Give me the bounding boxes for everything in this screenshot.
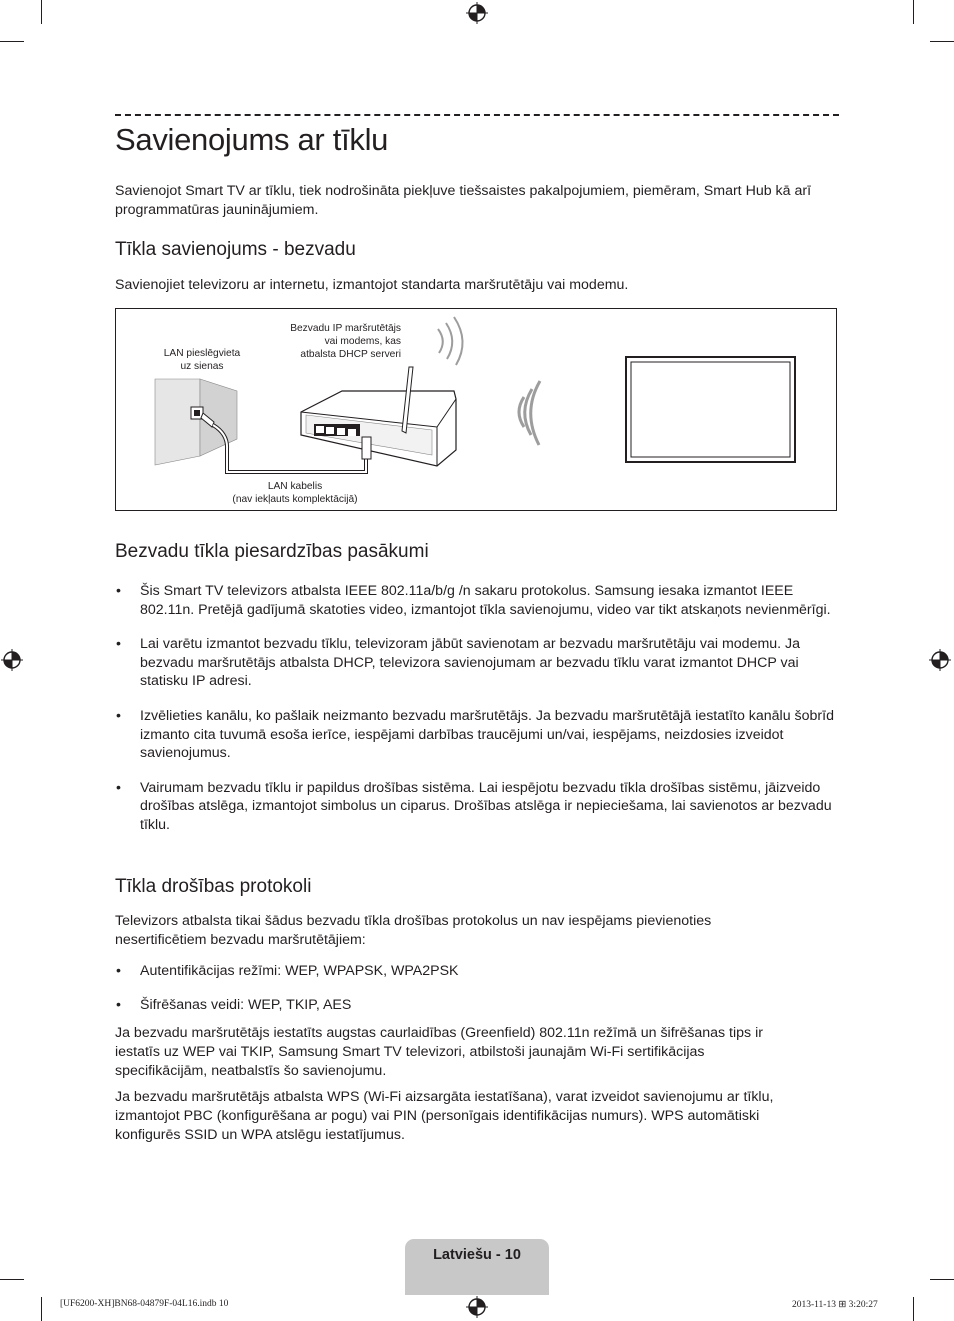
crosshair-circle-icon	[929, 649, 951, 671]
list-item	[115, 707, 845, 763]
crop-mark	[930, 41, 954, 42]
protocols-heading: Tīkla drošības protokoli	[115, 876, 312, 897]
wps-paragraph: Ja bezvadu maršrutētājs atbalsta WPS (Wi-Fi aizsargāta iestatīšana), varat izveidot savienojumu ar tīklu, izmantojot PBC (konfigurēšana ar pogu) vai PIN (personīgais identifikācijas numurs). WPS automātiski konfigurēs SSID un WPA atslēgu iestatījumus.	[115, 1089, 774, 1143]
title-divider	[115, 114, 839, 116]
bullet-icon: •	[116, 963, 121, 979]
protocols-intro: Televizors atbalsta tikai šādus bezvadu tīkla drošības protokolus un nav iespējams pievienoties nesertificētiem bezvadu maršrutētājiem:	[115, 913, 712, 948]
list-item	[115, 582, 845, 619]
list-item	[115, 779, 845, 835]
print-file-name: [UF6200-XH]BN68-04879F-04L16.indb 10	[60, 1299, 229, 1309]
list-item	[115, 635, 845, 691]
list-item-text: Lai varētu izmantot bezvadu tīklu, televizoram jābūt savienotam ar bezvadu maršrutētāju vai modemu. Ja bezvadu maršrutētājs atbalsta DHCP, televizora savienojumam ar bezvadu tīklu varat izmantot DHCP vai statisku IP adresi.	[140, 636, 801, 690]
precautions-heading: Bezvadu tīkla piesardzības pasākumi	[115, 541, 429, 562]
wireless-heading: Tīkla savienojums - bezvadu	[115, 239, 356, 260]
page-title: Savienojums ar tīklu	[115, 122, 389, 157]
crop-mark	[41, 1297, 42, 1321]
bullet-icon: •	[116, 996, 121, 1013]
bullet-icon: •	[116, 707, 121, 724]
router-label-line-1: Bezvadu IP maršrutētājs	[290, 323, 401, 334]
router-label	[276, 322, 401, 361]
intro-paragraph: Savienojot Smart TV ar tīklu, tiek nodrošināta piekļuve tiešsaistes pakalpojumiem, piemēram, Smart Hub kā arī programmatūras jauninājumiem.	[115, 183, 812, 218]
cable-label	[221, 480, 369, 506]
crop-mark	[930, 1279, 954, 1280]
cable-label-line-1: LAN kabelis	[267, 481, 323, 492]
wall-port-label-line-1: LAN pieslēgvieta	[163, 348, 241, 359]
bullet-icon: •	[116, 779, 121, 796]
list-item-text: Šis Smart TV televizors atbalsta IEEE 802.11a/b/g /n sakaru protokolus. Samsung iesaka izmantot IEEE 802.11n. Pretējā gadījumā skatoties video, izmantojot tīkla savienojumu, video var tikt atskaņots nevienmērīgi.	[140, 583, 831, 618]
crop-mark	[913, 0, 914, 24]
wall-port-label-line-2: uz sienas	[180, 361, 224, 372]
list-item-text: Vairumam bezvadu tīklu ir papildus drošības sistēma. Lai iespējotu bezvadu tīkla drošības sistēmu, jāizveido drošības atslēga, izmantojot simbolus un ciparus. Drošības atslēga ir nepieciešama, lai savienotos ar bezvadu tīklu.	[140, 779, 832, 833]
crosshair-circle-icon	[466, 1296, 488, 1318]
crop-mark	[0, 1279, 24, 1280]
cable-label-line-2: (nav iekļauts komplektācijā)	[232, 494, 358, 505]
bullet-icon: •	[116, 636, 121, 653]
router-label-line-2: vai modems, kas	[324, 336, 401, 347]
crosshair-circle-icon	[466, 2, 488, 24]
list-item-text: Autentifikācijas režīmi: WEP, WPAPSK, WPA2PSK	[140, 963, 459, 979]
crop-mark	[41, 0, 42, 24]
router-label-line-3: atbalsta DHCP serveri	[300, 349, 401, 360]
page-number-tab	[405, 1239, 549, 1295]
page-number: Latviešu - 10	[433, 1247, 521, 1263]
list-item-text: Izvēlieties kanālu, ko pašlaik neizmanto bezvadu maršrutētājs. Ja bezvadu maršrutētājā iestatīto kanālu šobrīd izmanto cita tuvumā esoša ierīce, iespējami darbības traucējumi un/vai, iespējams, neizdosies izveidot savienojumus.	[140, 707, 834, 762]
greenfield-paragraph: Ja bezvadu maršrutētājs iestatīts augstas caurlaidības (Greenfield) 802.11n režīmā un šifrēšanas tips ir iestatīs uz WEP vai TKIP, Samsung Smart TV televizori, atbilstoši jaunajām Wi-Fi sertifikācijas specifikācijām, neatbalstīs šo savienojumu.	[115, 1025, 763, 1079]
wireless-paragraph: Savienojiet televizoru ar internetu, izmantojot standarta maršrutētāju vai modemu.	[115, 277, 629, 293]
print-timestamp: 2013-11-13 ⊞ 3:20:27	[792, 1300, 878, 1310]
network-diagram	[115, 308, 837, 511]
list-item-text: Šifrēšanas veidi: WEP, TKIP, AES	[140, 996, 352, 1013]
crop-mark	[0, 41, 24, 42]
list-item	[115, 996, 845, 1015]
protocols-list	[115, 962, 845, 1014]
bullet-icon: •	[116, 583, 121, 599]
precautions-list	[115, 582, 845, 835]
crop-mark	[913, 1297, 914, 1321]
crosshair-circle-icon	[1, 649, 23, 671]
wall-port-label	[162, 347, 242, 373]
list-item	[115, 962, 845, 981]
